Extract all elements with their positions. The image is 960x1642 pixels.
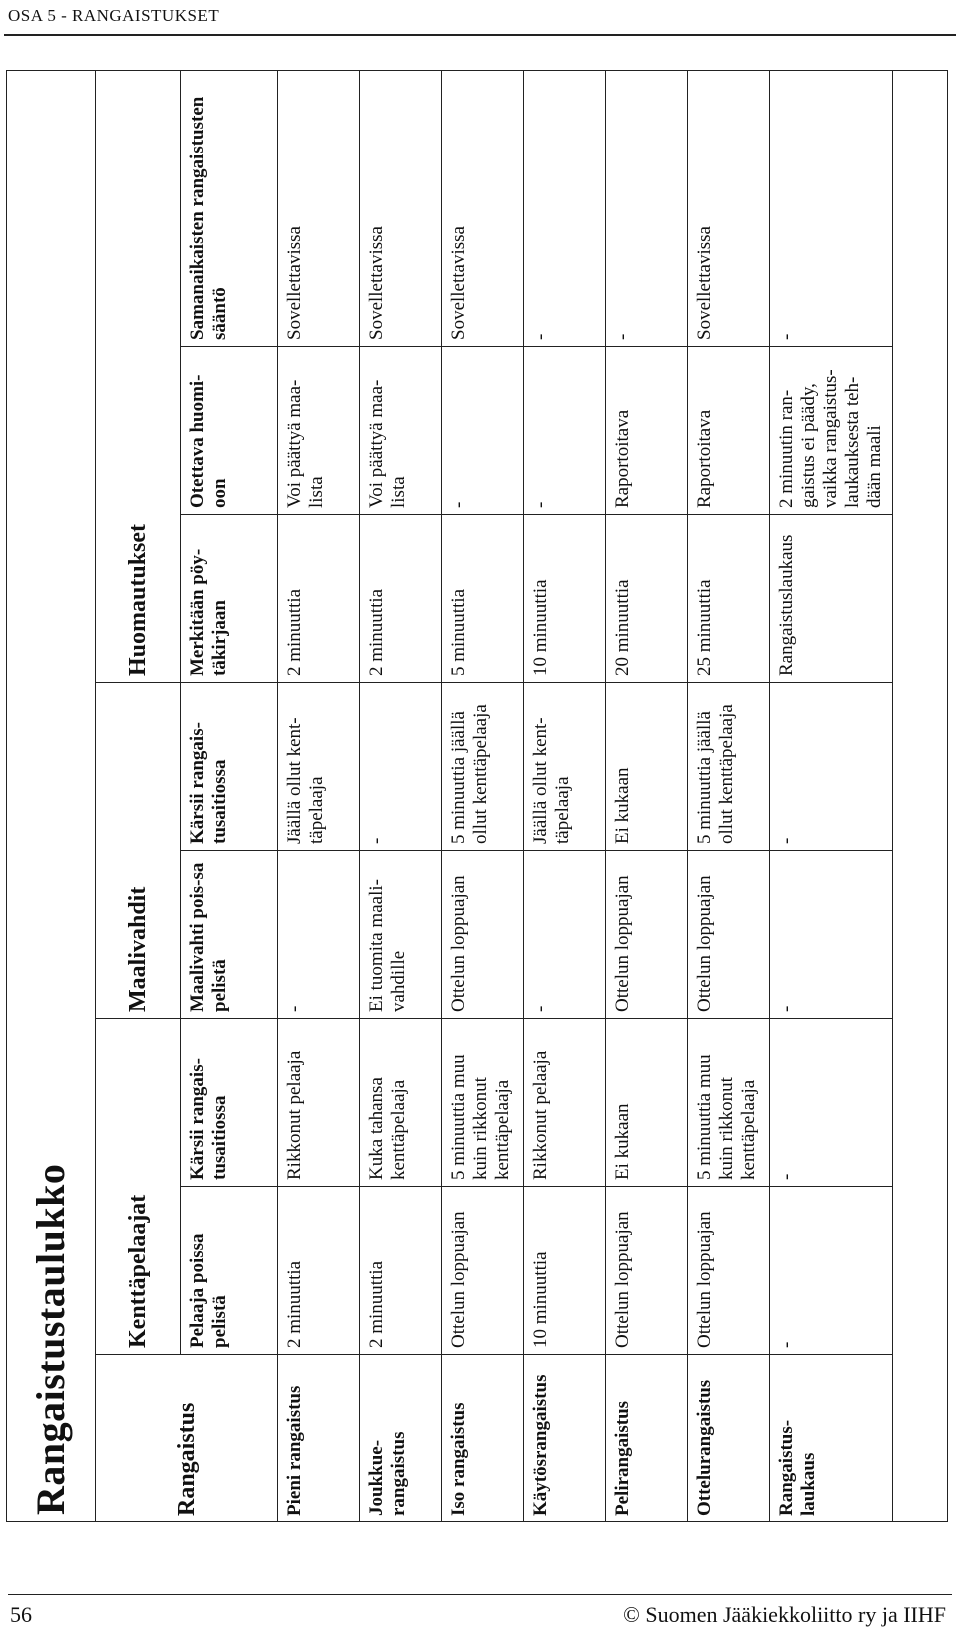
header-kenttapelaajat: Kenttäpelaajat <box>96 1019 181 1355</box>
header-divider <box>4 34 956 36</box>
sub-header: Pelaaja poissa pelistä <box>181 1187 278 1355</box>
table-cell: - <box>770 1187 893 1355</box>
table-cell: - <box>278 851 360 1019</box>
table-cell: Voi päättyä maa-lista <box>360 347 442 515</box>
group-header-row <box>96 70 181 1522</box>
table-cell: Voi päättyä maa-lista <box>278 347 360 515</box>
row-label: Pelirangaistus <box>606 1355 688 1523</box>
table-cell: - <box>770 70 893 346</box>
header-huomautukset: Huomautukset <box>96 70 181 682</box>
row-label: Rangaistus-laukaus <box>770 1355 893 1523</box>
row-label: Pieni rangaistus <box>278 1355 360 1523</box>
table-cell: - <box>442 347 524 515</box>
page-header: OSA 5 - RANGAISTUKSET <box>8 6 220 25</box>
rotated-content <box>7 71 948 1522</box>
table-cell: Ottelun loppuajan <box>606 1187 688 1355</box>
sub-header: Maalivahti pois-sa pelistä <box>181 851 278 1019</box>
table-cell: 2 minuuttia <box>360 1187 442 1355</box>
table-cell: - <box>770 851 893 1019</box>
table-cell: Ei tuomita maali-vahdille <box>360 851 442 1019</box>
table-cell: Jäällä ollut kent-täpelaaja <box>278 683 360 851</box>
table-cell: - <box>770 683 893 851</box>
table-cell: Ottelun loppuajan <box>442 1187 524 1355</box>
penalty-table <box>95 70 893 1522</box>
table-cell: Sovellettavissa <box>278 70 360 346</box>
copyright-notice: © Suomen Jääkiekkoliitto ry ja IIHF <box>623 1602 946 1627</box>
footer-divider <box>8 1594 952 1595</box>
table-cell: Raportoitava <box>606 347 688 515</box>
sub-header-row <box>181 70 278 1522</box>
table-cell: 5 minuuttia <box>442 515 524 683</box>
table-cell: 2 minuuttia <box>278 515 360 683</box>
table-cell: - <box>360 683 442 851</box>
table-row <box>770 70 893 1522</box>
table-cell: 2 minuuttia <box>278 1187 360 1355</box>
table-cell: Sovellettavissa <box>360 70 442 346</box>
table-cell: - <box>524 347 606 515</box>
sub-header: Merkitään pöy-täkirjaan <box>181 515 278 683</box>
page-number: 56 <box>10 1602 32 1627</box>
table-cell: Ei kukaan <box>606 683 688 851</box>
table-cell: - <box>770 1019 893 1187</box>
table-cell: Rikkonut pelaaja <box>524 1019 606 1187</box>
table-cell: Sovellettavissa <box>442 70 524 346</box>
table-cell: Jäällä ollut kent-täpelaaja <box>524 683 606 851</box>
table-cell: 10 minuuttia <box>524 515 606 683</box>
sub-header: Otettava huomi-oon <box>181 347 278 515</box>
table-frame <box>6 70 948 1522</box>
header-rangaistus: Rangaistus <box>96 1355 278 1523</box>
table-cell: Rangaistuslaukaus <box>770 515 893 683</box>
table-row <box>606 70 688 1522</box>
header-maalivahdit: Maalivahdit <box>96 683 181 1019</box>
sub-header: Kärsii rangais-tusaitiossa <box>181 1019 278 1187</box>
row-label: Joukkue-rangaistus <box>360 1355 442 1523</box>
table-row <box>524 70 606 1522</box>
row-label: Ottelurangaistus <box>688 1355 770 1523</box>
table-cell: 20 minuuttia <box>606 515 688 683</box>
table-cell: 5 minuuttia jäällä ollut kenttäpelaaja <box>442 683 524 851</box>
table-cell: 2 minuutin ran-gaistus ei päädy, vaikka rangaistus-laukauksesta teh-dään maali <box>770 347 893 515</box>
table-cell: - <box>524 70 606 346</box>
sub-header: Samanaikaisten rangaistusten sääntö <box>181 70 278 346</box>
table-cell: 5 minuuttia jäällä ollut kenttäpelaaja <box>688 683 770 851</box>
table-cell: 5 minuuttia muu kuin rikkonut kenttäpelaaja <box>442 1019 524 1187</box>
table-cell: Ottelun loppuajan <box>688 851 770 1019</box>
table-cell: 2 minuuttia <box>360 515 442 683</box>
table-title: Rangaistustaulukko <box>28 1163 73 1515</box>
table-row <box>278 70 360 1522</box>
table-cell: Ottelun loppuajan <box>688 1187 770 1355</box>
table-cell: Rikkonut pelaaja <box>278 1019 360 1187</box>
table-row <box>688 70 770 1522</box>
row-label: Käytösrangaistus <box>524 1355 606 1523</box>
table-cell: Kuka tahansa kenttäpelaaja <box>360 1019 442 1187</box>
row-label: Iso rangaistus <box>442 1355 524 1523</box>
table-cell: Ei kukaan <box>606 1019 688 1187</box>
table-cell: 5 minuuttia muu kuin rikkonut kenttäpelaaja <box>688 1019 770 1187</box>
sub-header: Kärsii rangais-tusaitiossa <box>181 683 278 851</box>
table-cell: Raportoitava <box>688 347 770 515</box>
table-row <box>360 70 442 1522</box>
table-cell: Ottelun loppuajan <box>442 851 524 1019</box>
table-cell: - <box>524 851 606 1019</box>
table-cell: Sovellettavissa <box>688 70 770 346</box>
table-cell: 25 minuuttia <box>688 515 770 683</box>
table-cell: 10 minuuttia <box>524 1187 606 1355</box>
table-cell: Ottelun loppuajan <box>606 851 688 1019</box>
table-row <box>442 70 524 1522</box>
table-cell: - <box>606 70 688 346</box>
